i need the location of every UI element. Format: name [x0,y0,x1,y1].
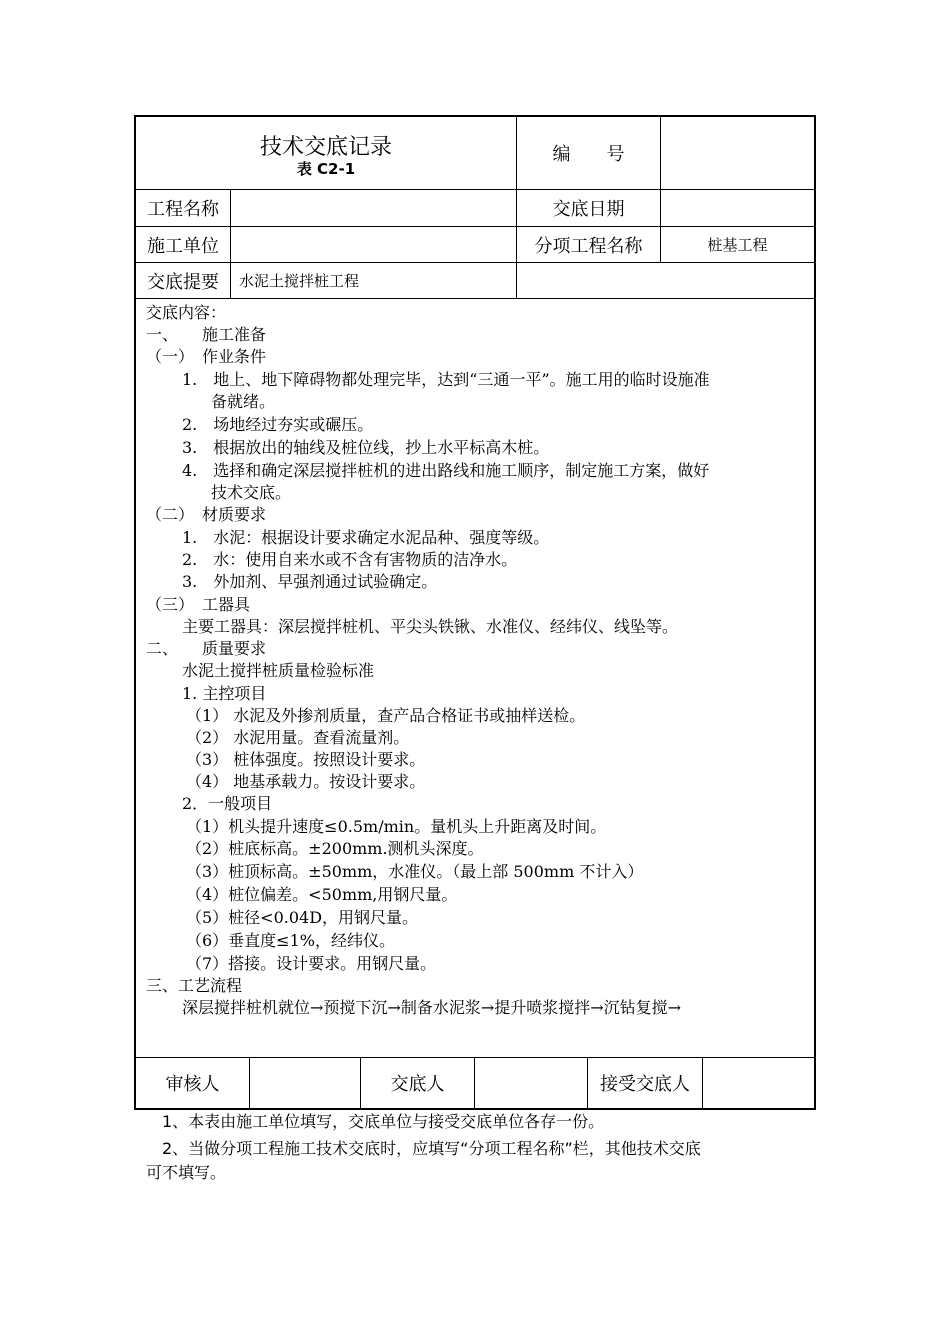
project-name-label: 工程名称 [147,199,219,220]
process-flow: 深层搅拌桩机就位→预搅下沉→制备水泥浆→提升喷浆搅拌→沉钻复搅→ [182,998,682,1017]
list-item: （5）桩径<0.04D，用钢尺量。 [186,908,419,927]
list-item: 1. 水泥：根据设计要求确定水泥品种、强度等级。 [182,528,550,547]
reviewer-label: 审核人 [165,1074,220,1095]
list-item: （1）机头提升速度≤0.5m/min。量机头上升距离及时间。 [186,817,607,836]
list-item: 3. 根据放出的轴线及桩位线，抄上水平标高木桩。 [182,438,550,457]
receiver-label: 接受交底人 [600,1074,690,1095]
contractor-label: 施工单位 [147,235,219,257]
section-heading: 三、工艺流程 [146,976,243,995]
subproject-label: 分项工程名称 [534,235,643,257]
list-item: 1. 地上、地下障碍物都处理完毕，达到“三通一平”。施工用的临时设施准 [182,370,710,389]
receiver-field[interactable] [703,1058,814,1108]
number-field[interactable] [661,116,814,189]
contractor-field[interactable] [231,227,516,262]
list-item: （3） 桩体强度。按照设计要求。 [186,750,426,769]
list-item: （2）桩底标高。±200mm.测机头深度。 [186,839,484,858]
list-item: （3）桩顶标高。±50mm，水准仪。（最上部 500mm 不计入） [186,862,644,881]
subsection-heading: 1. 主控项目 [182,684,267,703]
form-title: 技术交底记录 [259,135,392,160]
subsection-heading: （一） 作业条件 [146,347,267,366]
presenter-label: 交底人 [390,1074,445,1095]
subsection-heading: （三） 工器具 [146,595,251,614]
presenter-field[interactable] [475,1058,587,1108]
section-heading: 二、 质量要求 [146,639,267,658]
subsection-heading: 2．一般项目 [182,794,273,813]
subsection-heading: （二） 材质要求 [146,505,267,524]
list-item-continued: 备就绪。 [211,392,276,411]
list-item: 4. 选择和确定深层搅拌桩机的进出路线和施工顺序，制定施工方案，做好 [182,461,710,480]
date-label: 交底日期 [552,199,625,220]
reviewer-field[interactable] [250,1058,360,1108]
list-item: （4）桩位偏差。<50mm,用钢尺量。 [186,885,458,904]
list-item: （1） 水泥及外掺剂质量，查产品合格证书或抽样送检。 [186,706,586,725]
project-name-field[interactable] [231,190,516,226]
summary-label: 交底提要 [147,271,219,293]
list-item: 2. 场地经过夯实或碾压。 [182,415,374,434]
footnote-continued: 可不填写。 [146,1163,227,1182]
date-field[interactable] [661,190,814,226]
list-item: （6）垂直度≤1%，经纬仪。 [186,931,395,950]
content-heading: 交底内容： [146,303,227,322]
subproject-field[interactable]: 桩基工程 [707,236,768,254]
footnote: 1、本表由施工单位填写，交底单位与接受交底单位各存一份。 [162,1112,605,1131]
list-item: 2. 水：使用自来水或不含有害物质的洁净水。 [182,550,518,569]
list-item-continued: 技术交底。 [211,483,292,502]
footnote: 2、当做分项工程施工技术交底时，应填写“分项工程名称”栏，其他技术交底 [162,1139,701,1158]
standard-title: 水泥土搅拌桩质量检验标准 [182,661,375,680]
list-item: （4） 地基承载力。按设计要求。 [186,772,426,791]
section-heading: 一、 施工准备 [146,325,267,344]
row-divider [135,298,815,299]
form-code: 表 C2-1 [296,160,356,178]
list-item: （2） 水泥用量。查看流量剂。 [186,728,410,747]
tools-line: 主要工器具：深层搅拌桩机、平尖头铁锹、水准仪、经纬仪、线坠等。 [182,617,679,636]
number-label: 编 号 [552,143,625,165]
list-item: 3. 外加剂、早强剂通过试验确定。 [182,572,438,591]
list-item: （7）搭接。设计要求。用钢尺量。 [186,954,437,973]
summary-field[interactable]: 水泥土搅拌桩工程 [239,272,360,290]
